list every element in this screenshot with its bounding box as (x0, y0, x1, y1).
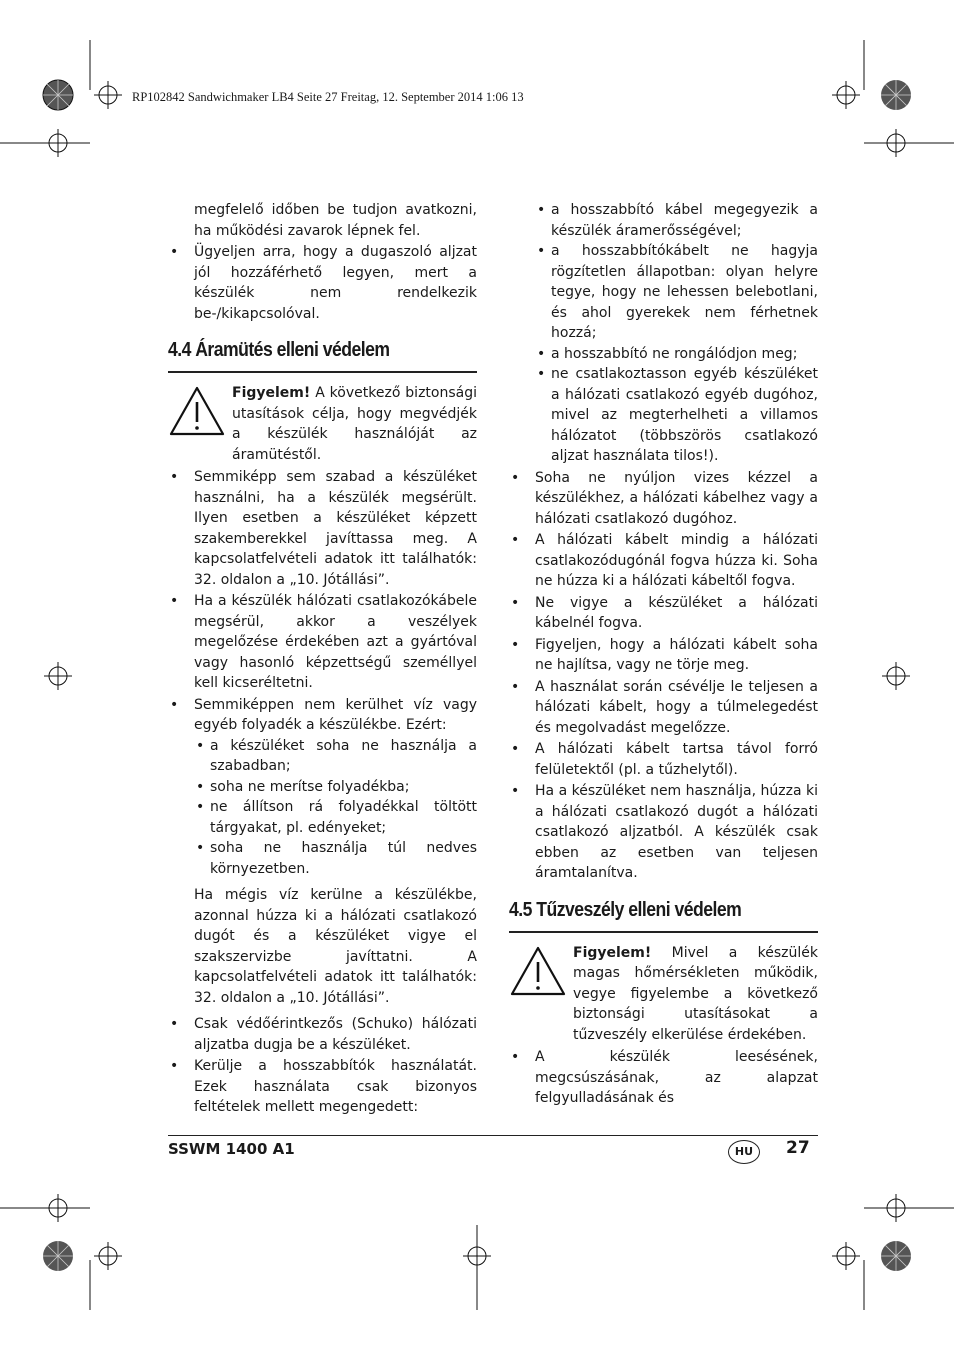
warning-triangle-icon (168, 385, 232, 444)
sub-list-item: • soha ne használja túl nedves környezetben. (194, 838, 477, 879)
heading-rule (509, 931, 818, 933)
warning-triangle-icon (509, 945, 573, 1004)
list-item: • Semmiképp sem szabad a készüléket használni, ha a készülék megsérült. Ilyen esetben a készüléket képzett szakemberekkel javíttassa meg. A kapcsolatfelvételi adatok itt találhatók: 32. oldalon a „10. Jótállási”. (168, 467, 477, 590)
list-item: • Semmiképpen nem kerülhet víz vagy egyéb folyadék a készülékbe. Ezért: (168, 695, 477, 736)
sub-list-item: • a hosszabbító kábel megegyezik a készülék áramerősségével; (535, 200, 818, 241)
list-item: • Kerülje a hosszabbítók használatát. Ezek használata csak bizonyos feltételek mellett megengedett: (168, 1056, 477, 1118)
section-heading-4-5: 4.5 Tűzveszély elleni védelem (509, 898, 742, 921)
right-column (509, 200, 818, 1110)
list-item: • Csak védőérintkezős (Schuko) hálózati aljzatba dugja be a készüléket. (168, 1014, 477, 1055)
list-item: • Soha ne nyúljon vizes kézzel a készülékhez, a hálózati kábelhez vagy a hálózati csatlakozó dugóhoz. (509, 468, 818, 530)
footer-rule (168, 1135, 818, 1136)
sub-list-item: • a készüléket soha ne használja a szabadban; (194, 736, 477, 777)
warning-label: Figyelem! (232, 385, 311, 401)
section-heading-4-4: 4.4 Áramütés elleni védelem (168, 339, 390, 361)
list-item: • Ha a készüléket nem használja, húzza ki a hálózati csatlakozó dugót a hálózati csatlakozó aljzatból. A készülék csak ebben az esetben van teljesen áramtalanítva. (509, 781, 818, 884)
sub-list-item: • a hosszabbító ne rongálódjon meg; (535, 344, 818, 365)
sub-list-item: • ne állítson rá folyadékkal töltött tárgyakat, pl. edényeket; (194, 797, 477, 838)
list-item: • Ha a készülék hálózati csatlakozókábele megsérül, akkor a veszélyek megelőzése érdekében azt a gyártóval vagy hasonló képzettségű személlyel kell kicseréltetni. (168, 591, 477, 694)
list-item: • Ne vigye a készüléket a hálózati kábelnél fogva. (509, 593, 818, 634)
intro-paragraph: megfelelő időben be tudjon avatkozni, ha működési zavarok lépnek fel. (194, 202, 477, 239)
page-number: 27 (786, 1138, 810, 1158)
heading-rule (168, 371, 477, 373)
sub-list-item: • soha ne merítse folyadékba; (194, 777, 477, 798)
warning-box (168, 383, 477, 465)
language-badge: HU (728, 1140, 760, 1164)
print-slug: RP102842 Sandwichmaker LB4 Seite 27 Freitag, 12. September 2014 1:06 13 (132, 90, 524, 104)
model-number: SSWM 1400 A1 (168, 1140, 295, 1158)
warning-box (509, 943, 818, 1046)
list-item: • A használat során csévélje le teljesen a hálózati kábelt, hogy a túlmelegedést és megolvadást megelőzze. (509, 677, 818, 739)
list-item: • A készülék leesésének, megcsúszásának, az alapzat felgyulladásának és (509, 1047, 818, 1109)
warning-text: Figyelem! A következő biztonsági utasítások célja, hogy megvédjék a készülék használóját az áramütéstől. (232, 385, 477, 463)
warning-label: Figyelem! (573, 944, 652, 961)
list-item: • A hálózati kábelt mindig a hálózati csatlakozódugónál fogva húzza ki. Soha ne húzza ki a hálózati kábeltől fogva. (509, 530, 818, 592)
sub-list-item: • a hosszabbítókábelt ne hagyja rögzítetlen állapotban: olyan helyre tegye, hogy ne lehessen belebotlani, és ahol gyerekek nem férhetnek hozzá; (535, 241, 818, 344)
left-column (168, 200, 477, 1119)
list-item: • Figyeljen, hogy a hálózati kábelt soha ne hajlítsa, vagy ne törje meg. (509, 635, 818, 676)
warning-text: Figyelem! Mivel a készülék magas hőmérsékleten működik, vegye figyelembe a következő biztonsági utasításokat a tűzveszély elkerülése érdekében. (573, 944, 818, 1043)
sub-list-item: • ne csatlakoztasson egyéb készüléket a hálózati csatlakozó egyéb dugóhoz, mivel az megterhelheti a villamos hálózatot (többszörös csatlakozó aljzat használata tilos!). (535, 364, 818, 467)
list-item: • A hálózati kábelt tartsa távol forró felületektől (pl. a tűzhelytől). (509, 739, 818, 780)
paragraph: Ha mégis víz kerülne a készülékbe, azonnal húzza ki a hálózati csatlakozó dugót és a készüléket vigye el szakszervizbe javíttatni. A kapcsolatfelvételi adatok itt találhatók: 32. oldalon a „10. Jótállási”. (194, 887, 477, 1006)
list-item: • Ügyeljen arra, hogy a dugaszoló aljzat jól hozzáférhető legyen, mert a készülék nem rendelkezik be-/kikapcsolóval. (168, 242, 477, 324)
